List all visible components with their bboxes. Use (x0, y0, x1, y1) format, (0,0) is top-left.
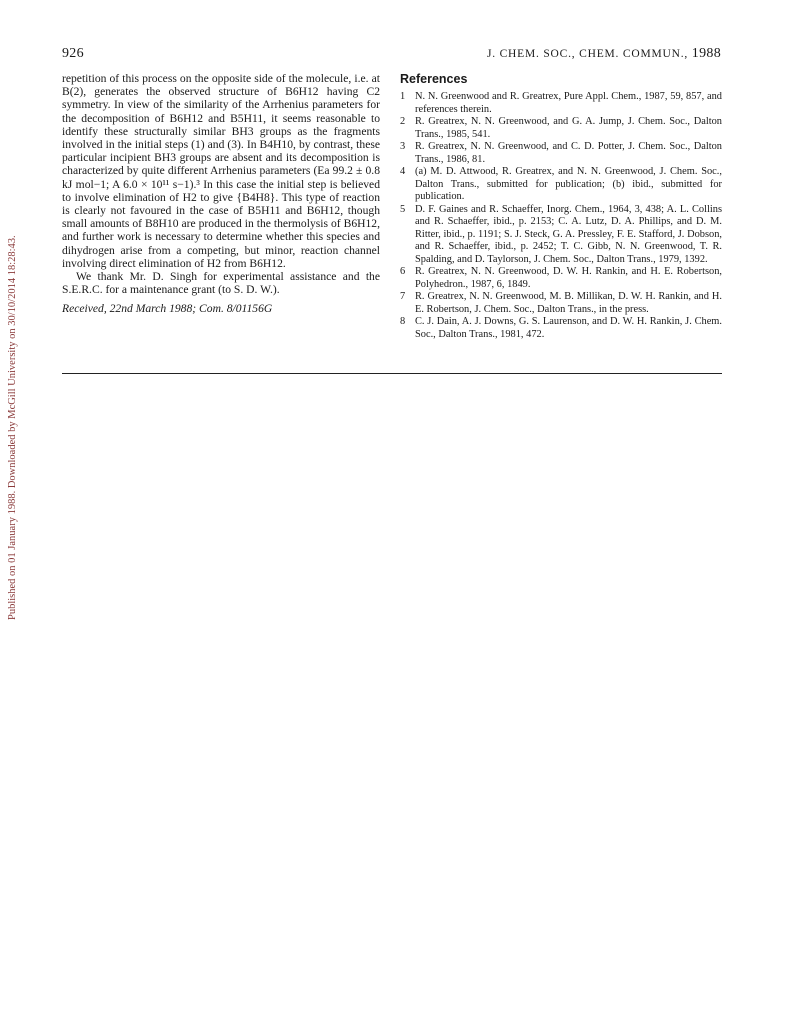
reference-item (400, 266, 722, 291)
reference-number: 6 (400, 266, 406, 277)
page-number: 926 (62, 46, 84, 61)
reference-number: 2 (400, 116, 406, 127)
reference-number: 3 (400, 141, 406, 152)
reference-text: R. Greatrex, N. N. Greenwood, D. W. H. Rankin, and H. E. Robertson, Polyhedron., 1987, 6, 1849. (415, 266, 722, 290)
reference-text: R. Greatrex, N. N. Greenwood, and G. A. Jump, J. Chem. Soc., Dalton Trans., 1985, 541. (415, 116, 722, 140)
reference-number: 8 (400, 316, 406, 327)
reference-item (400, 291, 722, 316)
end-rule (62, 373, 722, 374)
reference-text: R. Greatrex, N. N. Greenwood, M. B. Millikan, D. W. H. Rankin, and H. E. Robertson, J. Chem. Soc., Dalton Trans., in the press. (415, 291, 722, 315)
reference-item (400, 204, 722, 267)
reference-number: 7 (400, 291, 406, 302)
references-column (400, 72, 722, 341)
journal-name: J. CHEM. SOC., CHEM. COMMUN., (486, 48, 689, 60)
reference-text: N. N. Greenwood and R. Greatrex, Pure Appl. Chem., 1987, 59, 857, and references therein. (415, 91, 722, 115)
running-head (487, 46, 721, 62)
reference-number: 4 (400, 166, 406, 177)
reference-item (400, 141, 722, 166)
reference-item (400, 166, 722, 204)
download-watermark: Published on 01 January 1988. Downloaded by McGill University on 30/10/2014 18:28:43. (7, 235, 18, 620)
reference-list (400, 91, 722, 341)
reference-text: C. J. Dain, A. J. Downs, G. S. Laurenson, and D. W. H. Rankin, J. Chem. Soc., Dalton Trans., 1981, 472. (415, 316, 722, 340)
reference-number: 5 (400, 203, 406, 215)
reference-item (400, 91, 722, 116)
body-paragraph-1: repetition of this process on the opposite side of the molecule, i.e. at B(2), generates the observed structure of B6H12 having C2 symmetry. In view of the similarity of the Arrhenius parameters for the decomposition of B6H12 and B5H11, it seems reasonable to identify these structurally similar BH3 groups as the fragments involved in the initial steps (1) and (3). In B4H10, by contrast, these particular incipient BH3 groups are absent and its decomposition is characterized by quite different Arrhenius parameters (Ea 99.2 ± 0.8 kJ mol−1; A 6.0 × 10¹¹ s−1).³ In this case the initial step is believed to involve elimination of H2 to give {B4H8}. This type of reaction is clearly not favoured in the case of B5H11 and B6H12, though small amounts of B8H10 are produced in the thermolysis of B6H12, and further work is necessary to determine whether this species and dihydrogen arise from a competing, but minor, reaction channel involving direct elimination of H2 from B6H12. (62, 72, 380, 270)
received-line: Received, 22nd March 1988; Com. 8/01156G (62, 302, 273, 316)
reference-item (400, 116, 722, 141)
reference-text: D. F. Gaines and R. Schaeffer, Inorg. Chem., 1964, 3, 438; A. L. Collins and R. Schaeffer, ibid., p. 2153; C. A. Lutz, D. A. Phillips, and D. M. Ritter, ibid., p. 1191; S. J. Steck, G. A. Pressley, F. E. Stafford, J. Dobson, and R. Schaeffer, ibid., p. 2452; T. C. Gibb, N. N. Greenwood, T. R. Spalding, and D. Taylorson, J. Chem. Soc., Dalton Trans., 1979, 1392. (415, 203, 722, 265)
journal-year: 1988 (691, 46, 721, 61)
reference-text: R. Greatrex, N. N. Greenwood, and C. D. Potter, J. Chem. Soc., Dalton Trans., 1986, 81. (415, 141, 722, 165)
acknowledgement-paragraph: We thank Mr. D. Singh for experimental assistance and the S.E.R.C. for a maintenance grant (to S. D. W.). (62, 270, 380, 297)
references-heading: References (400, 72, 468, 86)
reference-item (400, 316, 722, 341)
body-column (62, 72, 380, 316)
reference-number: 1 (400, 91, 406, 102)
reference-text: (a) M. D. Attwood, R. Greatrex, and N. N. Greenwood, J. Chem. Soc., Dalton Trans., submitted for publication; (b) ibid., submitted for publication. (415, 166, 722, 202)
